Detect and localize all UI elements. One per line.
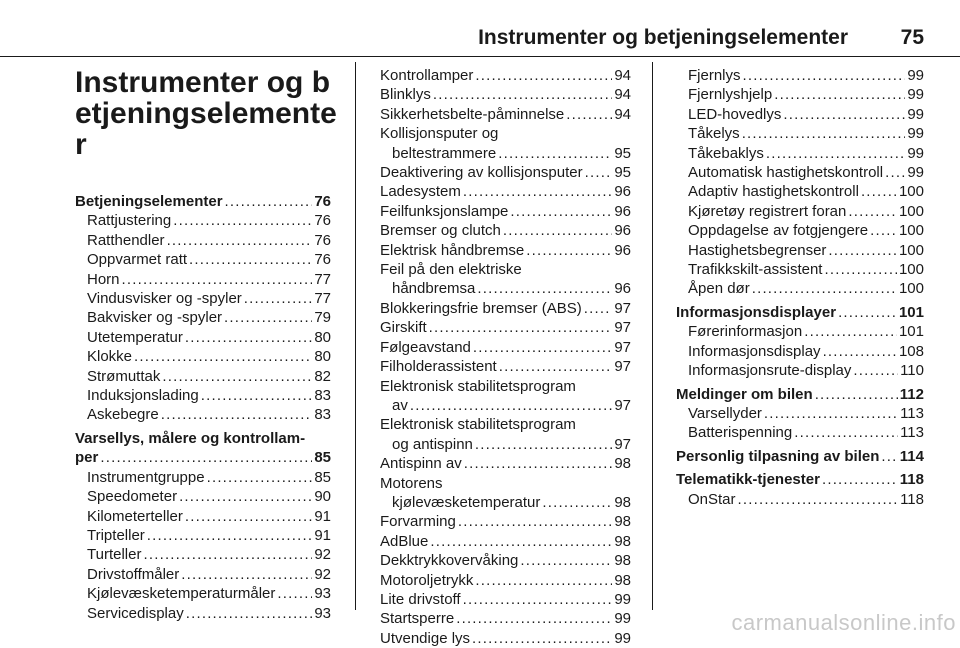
dot-leader [201,386,313,405]
dot-leader [244,289,313,308]
toc-entry-label: Filholderassistent [380,358,497,376]
dot-leader [464,454,613,473]
dot-leader [764,404,898,423]
toc-entry[interactable] [380,279,631,298]
toc-entry[interactable] [75,328,331,347]
dot-leader [510,202,612,221]
toc-entry-page: 90 [314,488,331,506]
toc-entry-page: 93 [314,585,331,603]
dot-leader [225,192,313,211]
toc-entry[interactable] [676,66,924,85]
toc-entry-page: 98 [614,513,631,531]
toc-entry-page: 96 [614,222,631,240]
toc-entry-page: 99 [614,629,631,647]
toc-entry-page: 83 [314,387,331,405]
dot-leader [161,405,313,424]
toc-entry-label: Forvarming [380,513,456,531]
dot-leader [738,490,899,509]
header-rule [0,56,960,57]
toc-entry-page: 76 [314,193,331,210]
toc-entry-page: 110 [900,362,924,380]
toc-entry-label: Oppvarmet ratt [87,251,188,269]
toc-entry-page: 99 [907,125,924,143]
toc-entry[interactable] [380,551,631,570]
toc-entry[interactable] [380,318,631,337]
dot-leader [475,571,612,590]
toc-entry[interactable] [676,423,924,442]
toc-entry-page: 96 [614,202,631,220]
toc-entry-page: 92 [314,565,331,583]
toc-entry-heading: Elektronisk stabilitetsprogram [380,416,576,434]
toc-entry[interactable] [676,260,924,279]
toc-entry-label: Drivstoffmåler [87,565,180,583]
toc-entry[interactable] [75,604,331,623]
toc-entry[interactable] [380,163,631,182]
toc-entry-page: 93 [314,604,331,622]
toc-entry-page: 99 [907,105,924,123]
toc-entry-label: Induksjonslading [87,387,199,405]
toc-entry-label: Automatisk hastighetskontroll [688,164,884,182]
toc-entry-page: 98 [614,571,631,589]
toc-entry-page: 91 [314,507,331,525]
toc-entry-page: 99 [907,144,924,162]
toc-entry[interactable] [380,454,631,473]
toc-entry-page: 100 [898,202,924,220]
toc-entry-page: 85 [314,449,331,467]
toc-entry-page: 76 [314,212,331,230]
dot-leader [477,279,612,298]
toc-entry-page: 94 [614,86,631,104]
dot-leader [458,512,612,531]
toc-entry-label: Bremser og clutch [380,222,501,240]
toc-entry-label: Klokke [87,348,133,366]
dot-leader [475,66,612,85]
toc-entry-page: 100 [898,280,924,298]
dot-leader [752,279,897,298]
toc-entry-label: Førerinformasjon [688,323,803,341]
toc-entry[interactable] [380,299,631,318]
toc-entry-label: Strømuttak [87,367,161,385]
column-divider-right [652,62,653,610]
dot-leader [526,241,612,260]
toc-entry-page: 99 [614,610,631,628]
dot-leader [566,105,612,124]
toc-entry[interactable] [75,507,331,526]
toc-entry[interactable] [380,338,631,357]
toc-entry-page: 83 [314,406,331,424]
toc-entry-label: Sikkerhetsbelte-påminnelse [380,105,565,123]
toc-entry[interactable] [75,545,331,564]
toc-entry[interactable] [380,105,631,124]
dot-leader [794,423,898,442]
toc-entry-label: beltestrammere [392,144,497,162]
toc-entry[interactable] [75,289,331,308]
toc-entry-label: AdBlue [380,532,429,550]
toc-entry-label: Ratthendler [87,231,165,249]
toc-entry-page: 97 [614,299,631,317]
toc-entry-label: Ladesystem [380,183,461,201]
dot-leader [870,221,897,240]
toc-column-1 [75,62,337,623]
dot-leader [742,124,906,143]
toc-entry[interactable] [676,182,924,201]
toc-entry-page: 98 [614,552,631,570]
toc-entry[interactable] [380,493,631,512]
toc-entry-label: Batterispenning [688,424,793,442]
toc-entry-label: Blinklys [380,86,431,104]
toc-entry-label: Antispinn av [380,455,462,473]
toc-entry-label: Trafikkskilt-assistent [688,261,823,279]
watermark: carmanualsonline.info [731,610,956,635]
toc-entry-label: Rattjustering [87,212,172,230]
toc-entry-page: 77 [314,290,331,308]
toc-entry-page: 79 [314,309,331,327]
toc-entry-page: 99 [907,67,924,84]
toc-entry[interactable] [75,526,331,545]
toc-entry[interactable] [75,565,331,584]
dot-leader [185,507,312,526]
toc-entry-label: Motoroljetrykk [380,571,474,589]
toc-entry-page: 77 [314,270,331,288]
toc-entry-page: 99 [614,590,631,608]
toc-entry-label: Blokkeringsfrie bremser (ABS) [380,299,582,317]
toc-entry-label: Horn [87,270,120,288]
toc-entry-page: 97 [614,358,631,376]
toc-entry-page: 95 [614,164,631,182]
toc-entry-page: 100 [898,241,924,259]
toc-section-entry[interactable] [676,303,924,322]
toc-entry-label: Kilometerteller [87,507,183,525]
toc-entry[interactable] [380,221,631,240]
dot-leader [185,328,312,347]
toc-section-entry[interactable] [676,470,924,489]
toc-entry-label: Startsperre [380,610,455,628]
running-header-title: Instrumenter og betjeningselementer [478,26,848,49]
dot-leader [186,604,313,623]
toc-entry[interactable] [75,367,331,386]
toc-entry-label: av [392,396,408,414]
dot-leader [823,342,897,361]
toc-entry[interactable] [676,404,924,423]
page-header [0,0,960,52]
dot-leader [147,526,313,545]
toc-entry-label: Utvendige lys [380,629,471,647]
toc-entry[interactable] [75,584,331,603]
toc-entry[interactable] [75,386,331,405]
toc-entry[interactable] [380,590,631,609]
page-number: 75 [900,26,924,49]
toc-entry-page: 108 [898,342,924,360]
dot-leader [167,231,313,250]
dot-leader [885,163,905,182]
toc-section-entry[interactable] [676,385,924,404]
dot-leader [277,584,312,603]
toc-entry-label: Åpen dør [688,280,750,298]
toc-entry[interactable] [676,322,924,341]
toc-entry[interactable] [75,270,331,289]
dot-leader [189,250,312,269]
toc-entry[interactable] [676,279,924,298]
toc-entry[interactable] [676,85,924,104]
toc-entry[interactable] [75,211,331,230]
toc-entry-page: 98 [614,532,631,550]
dot-leader [100,448,312,467]
toc-section-entry[interactable] [676,447,924,466]
toc-entry[interactable] [380,202,631,221]
dot-leader [743,66,906,85]
dot-leader [456,609,612,628]
toc-entry-label: per [75,449,99,467]
dot-leader [410,396,612,415]
toc-entry-page: 114 [899,447,924,465]
dot-leader [433,85,612,104]
toc-entry-page: 100 [898,261,924,279]
dot-leader [520,551,612,570]
toc-entry-page: 99 [907,164,924,182]
toc-entry-label: Kjøretøy registrert foran [688,202,847,220]
toc-entry-page: 96 [614,183,631,201]
toc-entry-label: Speedometer [87,488,178,506]
toc-entry-label: Betjeningselementer [75,193,223,210]
toc-entry-label: Informasjonsdisplay [688,342,821,360]
toc-entry-label: Elektrisk håndbremse [380,241,525,259]
toc-entry-label: håndbremsa [392,280,476,298]
toc-entry-label: Personlig tilpasning av bilen [676,447,880,465]
toc-entry[interactable] [676,124,924,143]
dot-leader [774,85,905,104]
toc-entry-label: Følgeavstand [380,338,471,356]
toc-entry-label: Hastighetsbegrenser [688,241,827,259]
toc-entry[interactable] [380,357,631,376]
toc-entry-page: 113 [900,404,924,422]
dot-leader [815,385,898,404]
toc-entry[interactable] [676,241,924,260]
toc-entry-label: Kontrollamper [380,67,474,84]
dot-leader [134,347,312,366]
toc-entry-page: 92 [314,546,331,564]
toc-entry-page: 98 [614,455,631,473]
toc-entry-label: LED-hovedlys [688,105,782,123]
dot-leader [430,532,612,551]
toc-section-entry[interactable] [75,192,331,211]
toc-entry-page: 94 [614,67,631,84]
toc-entry[interactable] [75,231,331,250]
dot-leader [838,303,897,322]
toc-entry-page: 97 [614,435,631,453]
toc-entry-page: 85 [314,468,331,486]
dot-leader [861,182,897,201]
chapter-title: Instrumenter og betjeningselemente r [75,66,337,161]
column-divider-left [355,62,356,610]
toc-entry-label: Fjernlys [688,67,741,84]
toc-entry-label: Girskift [380,319,427,337]
dot-leader [824,260,897,279]
dot-leader [498,144,612,163]
toc-entry-page: 100 [898,222,924,240]
toc-entry[interactable] [380,144,631,163]
dot-leader [499,357,613,376]
toc-entry-label: Tripteller [87,526,145,544]
toc-entry-page: 80 [314,348,331,366]
toc-entry[interactable] [75,250,331,269]
toc-entry-label: Lite drivstoff [380,590,461,608]
toc-entry-page: 97 [614,319,631,337]
dot-leader [179,487,312,506]
toc-entry[interactable] [380,609,631,628]
toc-entry-page: 76 [314,251,331,269]
toc-entry[interactable] [75,405,331,424]
toc-entry-label: Oppdagelse av fotgjengere [688,222,869,240]
toc-entry-label: kjølevæsketemperatur [392,493,541,511]
toc-entry-label: Informasjonsdisplayer [676,303,837,321]
dot-leader [472,629,612,648]
dot-leader [162,367,312,386]
toc-entry[interactable] [676,144,924,163]
toc-entry-label: Deaktivering av kollisjonsputer [380,164,583,182]
toc-entry-label: Varsellyder [688,404,762,422]
toc-entry-heading: Kollisjonsputer og [380,125,499,143]
toc-entry[interactable] [75,487,331,506]
toc-entry-label: Telematikk-tjenester [676,471,820,489]
dot-leader [853,361,898,380]
toc-entry-label: Instrumentgruppe [87,468,205,486]
dot-leader [463,590,613,609]
dot-leader [542,493,612,512]
toc-entry-page: 99 [907,86,924,104]
toc-entry-page: 97 [614,396,631,414]
dot-leader [207,468,313,487]
dot-leader [475,435,612,454]
toc-entry[interactable] [676,105,924,124]
toc-entry-page: 112 [899,385,924,403]
toc-entry[interactable] [676,361,924,380]
toc-entry-page: 91 [314,526,331,544]
toc-entry[interactable] [380,66,631,85]
dot-leader [766,144,905,163]
toc-entry-heading: Varsellys, målere og kontrollam- [75,429,306,447]
dot-leader [828,241,897,260]
toc-entry-page: 98 [614,493,631,511]
toc-entry-label: Utetemperatur [87,328,183,346]
dot-leader [224,308,312,327]
toc-entry-page: 101 [898,303,924,321]
toc-entry-page: 95 [614,144,631,162]
toc-entry[interactable] [75,347,331,366]
dot-leader [473,338,612,357]
toc-entry-label: Dekktrykkovervåking [380,552,519,570]
dot-leader [429,318,613,337]
toc-entry-label: Turteller [87,546,142,564]
dot-leader [848,202,897,221]
toc-entry-label: Vindusvisker og -spyler [87,290,242,308]
dot-leader [584,299,613,318]
toc-entry-label: Meldinger om bilen [676,385,813,403]
toc-entry[interactable] [75,308,331,327]
dot-leader [143,545,312,564]
dot-leader [503,221,612,240]
toc-entry-label: OnStar [688,490,736,508]
toc-entry[interactable] [380,182,631,201]
toc-entry-page: 118 [900,490,924,508]
toc-entry[interactable] [380,85,631,104]
toc-entry-heading: Feil på den elektriske [380,261,522,279]
toc-entry[interactable] [75,468,331,487]
toc-entry-heading: Motorens [380,474,443,492]
dot-leader [881,447,897,466]
toc-entry[interactable] [676,342,924,361]
dot-leader [463,182,612,201]
toc-entry[interactable] [380,435,631,454]
toc-section-entry[interactable] [75,448,331,467]
toc-entry-label: Fjernlyshjelp [688,86,773,104]
toc-entry-page: 80 [314,328,331,346]
toc-entry-label: Adaptiv hastighetskontroll [688,183,859,201]
toc-entry-page: 76 [314,231,331,249]
toc-entry[interactable] [380,532,631,551]
toc-entry-label: Servicedisplay [87,604,184,622]
toc-entry-label: Bakvisker og -spyler [87,309,223,327]
toc-entry-page: 96 [614,280,631,298]
toc-entry[interactable] [380,571,631,590]
toc-entry[interactable] [676,163,924,182]
toc-entry-label: Tåkelys [688,125,740,143]
toc-entry-label: Feilfunksjonslampe [380,202,509,220]
toc-entry[interactable] [380,512,631,531]
toc-entry[interactable] [676,490,924,509]
dot-leader [181,565,312,584]
toc-entry[interactable] [380,629,631,648]
dot-leader [122,270,313,289]
toc-entry-label: Askebegre [87,406,159,424]
dot-leader [783,105,905,124]
toc-entry-page: 113 [900,424,924,442]
toc-column-2 [380,66,631,648]
toc-entry-label: Tåkebaklys [688,144,764,162]
toc-entry-page: 101 [898,323,924,341]
toc-entry[interactable] [676,202,924,221]
toc-entry-page: 82 [314,367,331,385]
toc-entry-heading: Elektronisk stabilitetsprogram [380,377,576,395]
toc-entry-page: 118 [899,471,924,489]
toc-entry[interactable] [380,241,631,260]
toc-column-3 [676,66,924,509]
dot-leader [804,322,897,341]
dot-leader [585,163,613,182]
toc-entry-page: 97 [614,338,631,356]
toc-entry-label: og antispinn [392,435,473,453]
toc-entry-page: 100 [898,183,924,201]
toc-entry[interactable] [380,396,631,415]
toc-entry-page: 94 [614,105,631,123]
toc-entry-label: Kjølevæsketemperaturmåler [87,585,276,603]
toc-entry-page: 96 [614,241,631,259]
toc-entry[interactable] [676,221,924,240]
dot-leader [173,211,312,230]
toc-entry-label: Informasjonsrute-display [688,362,852,380]
dot-leader [822,470,898,489]
